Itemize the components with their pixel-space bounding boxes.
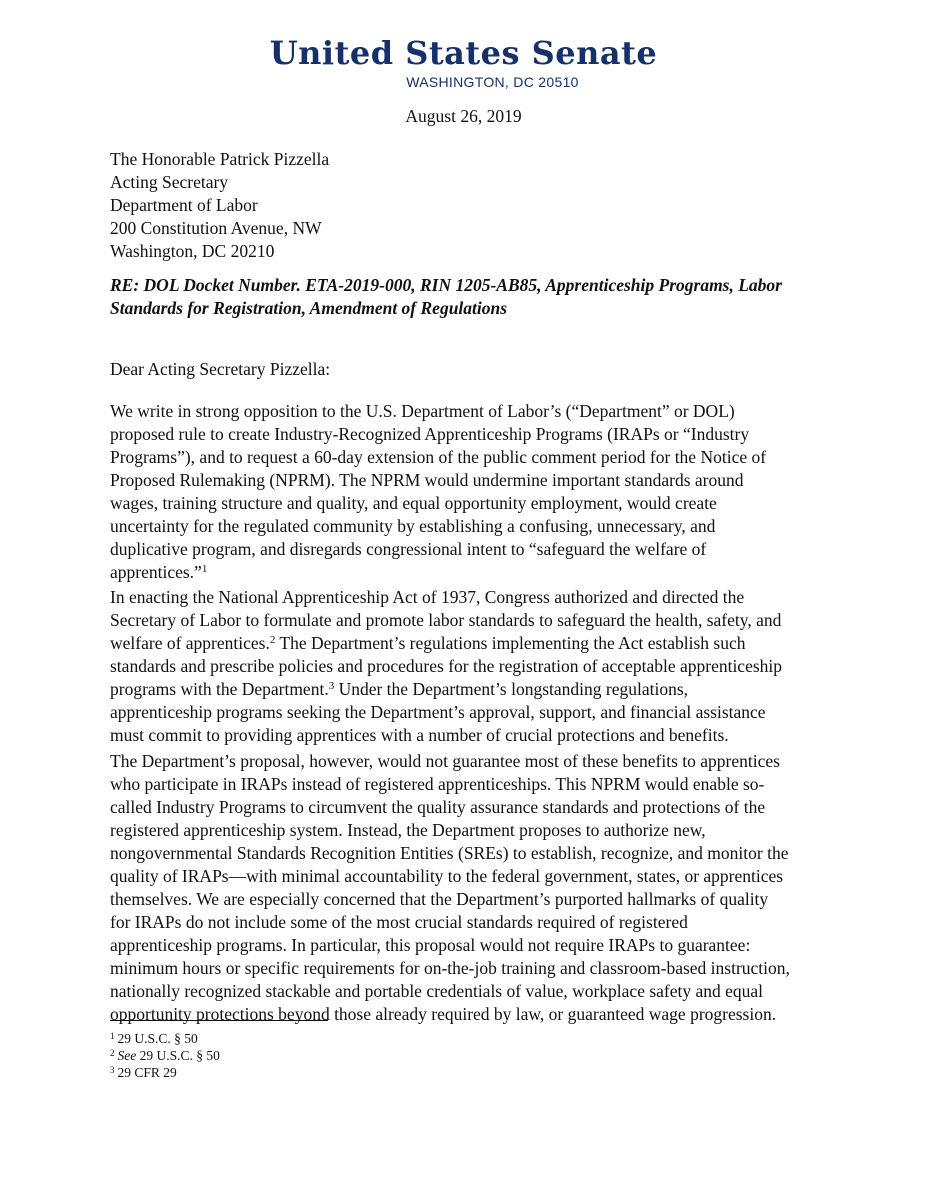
paragraph-line-text: Under the Department’s longstanding regulations, bbox=[334, 679, 689, 699]
paragraph-line: Programs”), and to request a 60-day extension of the public comment period for the Notice of bbox=[110, 447, 767, 467]
paragraph-line: apprenticeship programs seeking the Department’s approval, support, and financial assistance bbox=[110, 702, 766, 722]
paragraph-line bbox=[110, 632, 830, 655]
recipient-line: Department of Labor bbox=[110, 195, 258, 215]
footnote-mark: 3 bbox=[110, 1065, 115, 1075]
recipient-line: Acting Secretary bbox=[110, 172, 229, 192]
paragraph-line: standards and prescribe policies and procedures for the registration of acceptable apprenticeship bbox=[110, 656, 783, 676]
paragraph-line: uncertainty for the regulated community by establishing a confusing, unnecessary, and bbox=[110, 516, 716, 536]
paragraph-line: for IRAPs do not include some of the most crucial standards required of registered bbox=[110, 912, 688, 932]
paragraph-line bbox=[110, 561, 830, 584]
paragraph-line bbox=[110, 678, 830, 701]
footnote-mark: 1 bbox=[110, 1031, 115, 1041]
paragraph-line: must commit to providing apprentices with a number of crucial protections and benefits. bbox=[110, 725, 729, 745]
footnote-divider bbox=[110, 1020, 328, 1021]
footnote-reference: 1 bbox=[201, 563, 208, 575]
paragraph-line-text: The Department’s regulations implementing the Act establish such bbox=[275, 633, 746, 653]
footnote bbox=[110, 1047, 220, 1064]
recipient-line: The Honorable Patrick Pizzella bbox=[110, 149, 330, 169]
paragraph-line: themselves. We are especially concerned that the Department’s purported hallmarks of quality bbox=[110, 889, 769, 909]
paragraph-line-text: programs with the Department. bbox=[110, 679, 329, 699]
subject-line-text: RE: DOL Docket Number. ETA-2019-000, RIN 1205-AB85, Apprenticeship Programs, Labor bbox=[110, 275, 782, 295]
paragraph-line: opportunity protections beyond those already required by law, or guaranteed wage progression. bbox=[110, 1004, 777, 1024]
paragraph-line: nongovernmental Standards Recognition Entities (SREs) to establish, recognize, and monitor the bbox=[110, 843, 789, 863]
paragraph-line: called Industry Programs to circumvent the quality assurance standards and protections of the bbox=[110, 797, 766, 817]
paragraph-line: In enacting the National Apprenticeship Act of 1937, Congress authorized and directed the bbox=[110, 587, 745, 607]
paragraph-3 bbox=[110, 750, 830, 1026]
letter-date: August 26, 2019 bbox=[405, 106, 522, 126]
subject-line bbox=[110, 274, 830, 320]
footnote-reference: 3 bbox=[328, 680, 335, 692]
letterhead-address: WASHINGTON, DC 20510 bbox=[406, 74, 579, 90]
salutation: Dear Acting Secretary Pizzella: bbox=[110, 359, 331, 379]
recipient-line: 200 Constitution Avenue, NW bbox=[110, 218, 322, 238]
paragraph-line: wages, training structure and quality, and equal opportunity employment, would create bbox=[110, 493, 717, 513]
footnote-text: 29 U.S.C. § 50 bbox=[136, 1048, 220, 1063]
paragraph-2 bbox=[110, 586, 830, 747]
recipient-line: Washington, DC 20210 bbox=[110, 241, 275, 261]
footnote-text: 29 CFR 29 bbox=[117, 1065, 177, 1080]
paragraph-line: registered apprenticeship system. Instead, the Department proposes to authorize new, bbox=[110, 820, 706, 840]
footnote-reference: 2 bbox=[269, 634, 276, 646]
footnote-text: 29 U.S.C. § 50 bbox=[117, 1031, 198, 1046]
letterhead-title: United States Senate bbox=[269, 34, 658, 72]
footnote bbox=[110, 1064, 220, 1081]
subject-line-text: Standards for Registration, Amendment of Regulations bbox=[110, 298, 508, 318]
paragraph-line: proposed rule to create Industry-Recognized Apprenticeship Programs (IRAPs or “Industry bbox=[110, 424, 750, 444]
footnote-mark: 2 bbox=[110, 1048, 115, 1058]
paragraph-line: quality of IRAPs—with minimal accountability to the federal government, states, or apprentices bbox=[110, 866, 784, 886]
recipient-address bbox=[110, 148, 329, 263]
paragraph-line: We write in strong opposition to the U.S. Department of Labor’s (“Department” or DOL) bbox=[110, 401, 735, 421]
footnote-signal: See bbox=[117, 1048, 137, 1063]
paragraph-line: The Department’s proposal, however, would not guarantee most of these benefits to apprentices bbox=[110, 751, 780, 771]
paragraph-line: Secretary of Labor to formulate and promote labor standards to safeguard the health, safety, and bbox=[110, 610, 782, 630]
paragraph-line: who participate in IRAPs instead of registered apprenticeships. This NPRM would enable so- bbox=[110, 774, 765, 794]
paragraph-line: duplicative program, and disregards congressional intent to “safeguard the welfare of bbox=[110, 539, 707, 559]
paragraph-line: minimum hours or specific requirements for on-the-job training and classroom-based instruction, bbox=[110, 958, 790, 978]
footnote bbox=[110, 1030, 220, 1047]
footnotes bbox=[110, 1030, 220, 1081]
paragraph-line: Proposed Rulemaking (NPRM). The NPRM would undermine important standards around bbox=[110, 470, 744, 490]
paragraph-line: apprenticeship programs. In particular, this proposal would not require IRAPs to guarantee: bbox=[110, 935, 751, 955]
paragraph-line-text: welfare of apprentices. bbox=[110, 633, 270, 653]
paragraph-1 bbox=[110, 400, 830, 584]
paragraph-line: nationally recognized stackable and portable credentials of value, workplace safety and equal bbox=[110, 981, 764, 1001]
paragraph-line-text: apprentices.” bbox=[110, 562, 202, 582]
